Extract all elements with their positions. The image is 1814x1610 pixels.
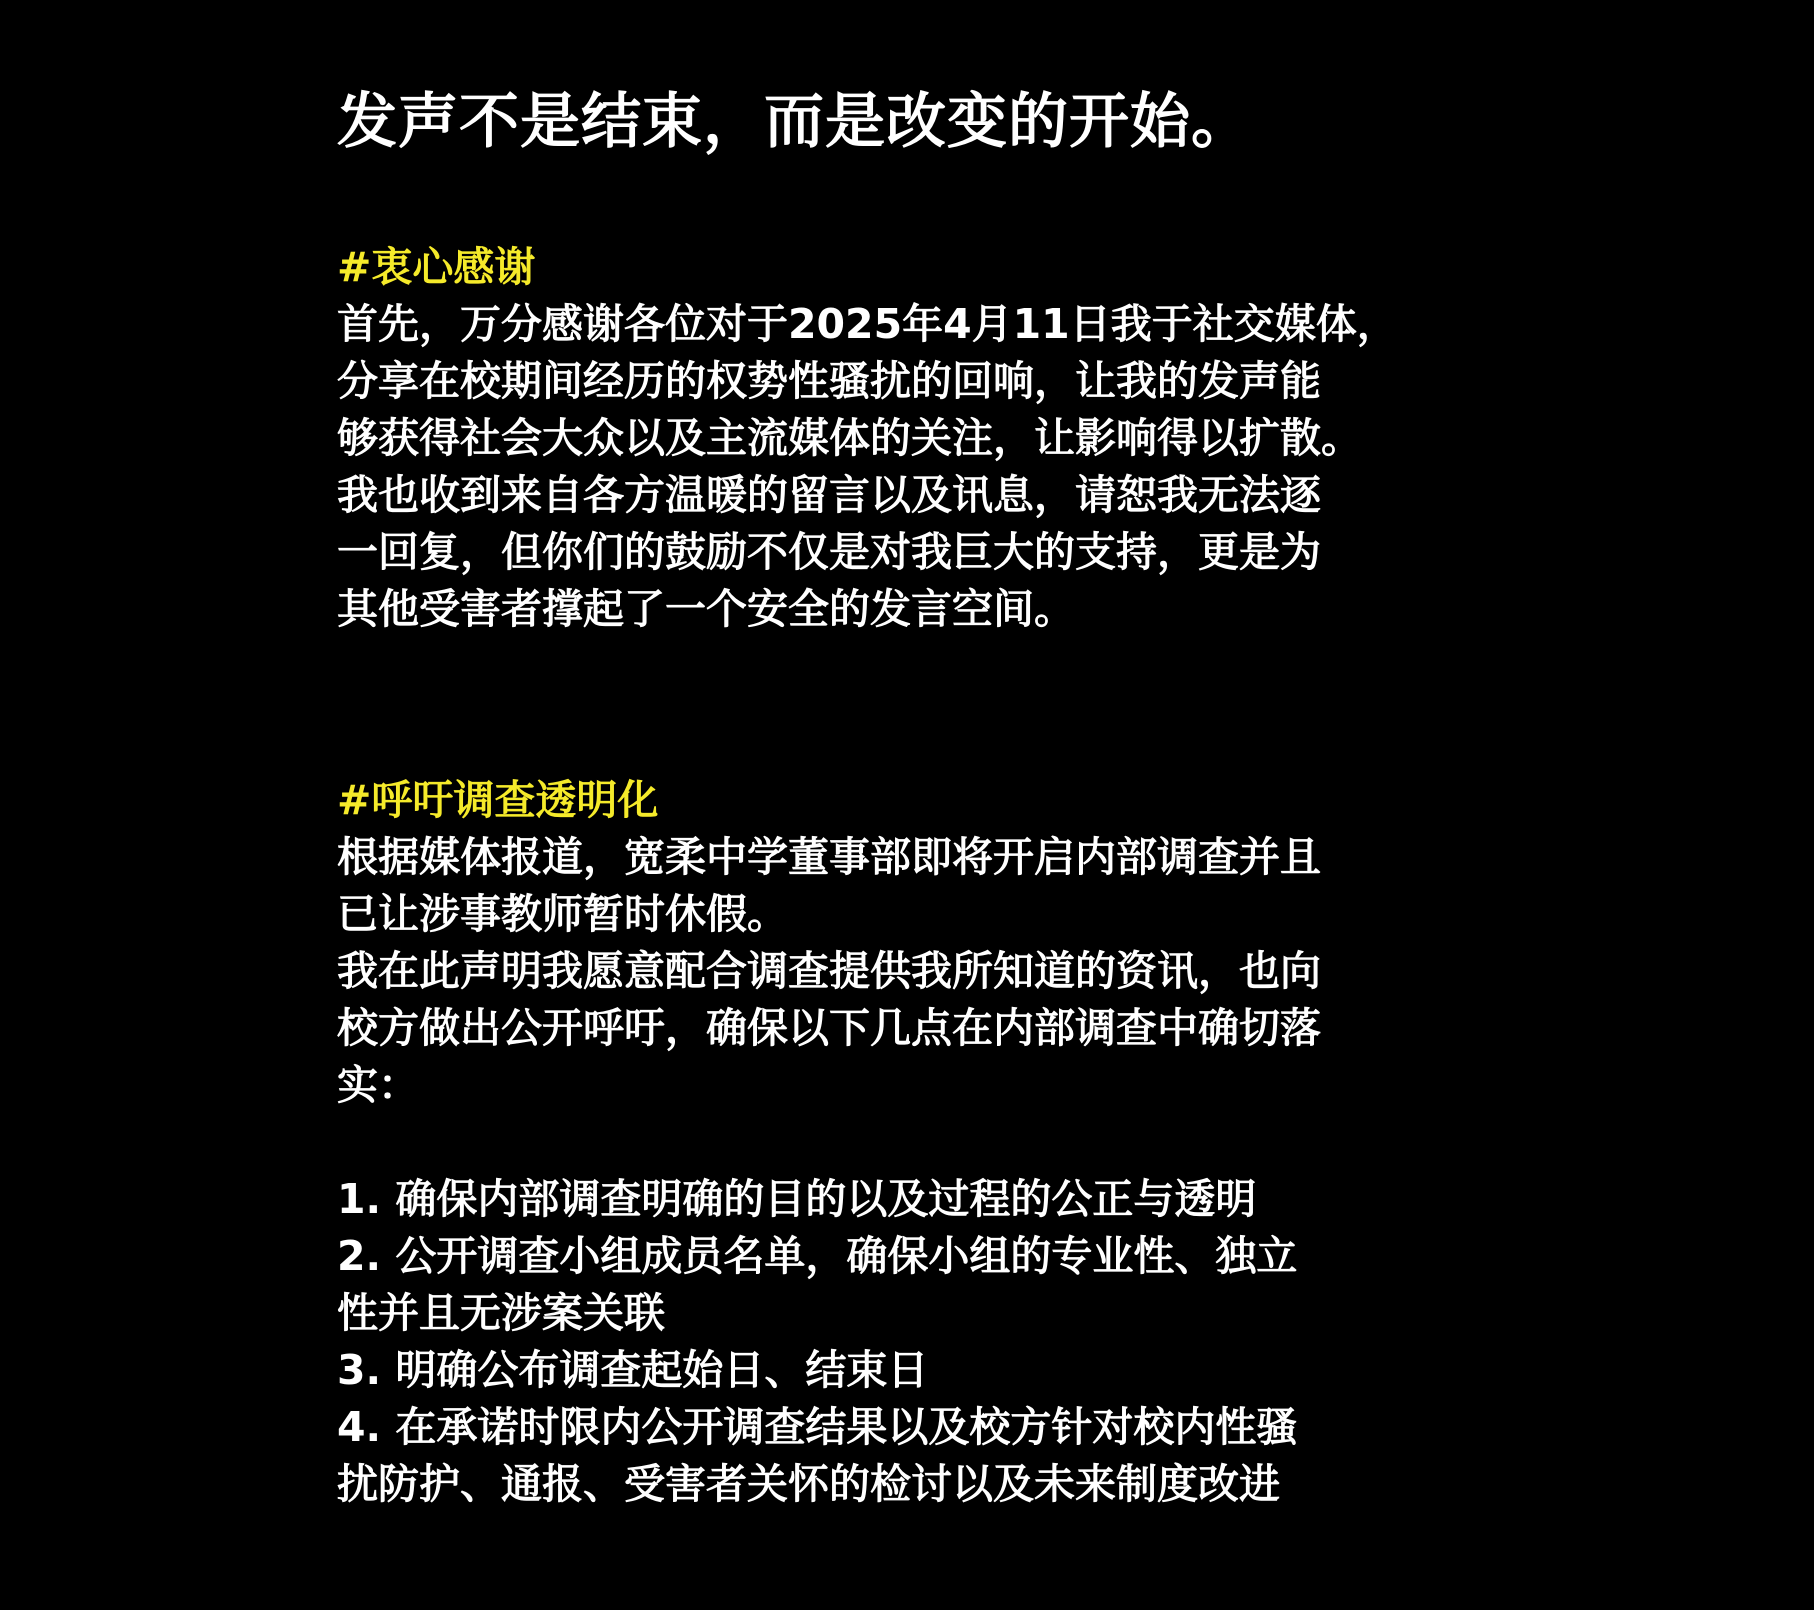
paragraph-line: 我也收到来自各方温暖的留言以及讯息，请恕我无法逐 bbox=[337, 471, 1321, 519]
list-item: 4. 在承诺时限内公开调查结果以及校方针对校内性骚 bbox=[337, 1403, 1298, 1451]
list-item-continuation: 性并且无涉案关联 bbox=[337, 1289, 665, 1337]
page-title: 发声不是结束，而是改变的开始。 bbox=[337, 87, 1252, 157]
paragraph-line: 分享在校期间经历的权势性骚扰的回响，让我的发声能 bbox=[337, 357, 1321, 405]
section-heading-transparency: #呼吁调查透明化 bbox=[337, 776, 659, 824]
paragraph-line: 首先，万分感谢各位对于2025年4月11日我于社交媒体， bbox=[337, 300, 1398, 348]
list-item: 3. 明确公布调查起始日、结束日 bbox=[337, 1346, 929, 1394]
list-item: 2. 公开调查小组成员名单，确保小组的专业性、独立 bbox=[337, 1232, 1298, 1280]
paragraph-line: 已让涉事教师暂时休假。 bbox=[337, 890, 788, 938]
blank-line bbox=[337, 1114, 1537, 1171]
paragraph-line: 实： bbox=[337, 1061, 419, 1109]
list-item: 1. 确保内部调查明确的目的以及过程的公正与透明 bbox=[337, 1175, 1257, 1223]
section-thanks bbox=[337, 239, 1537, 638]
list-item-continuation: 扰防护、通报、受害者关怀的检讨以及未来制度改进 bbox=[337, 1460, 1280, 1508]
section-transparency bbox=[337, 772, 1537, 1513]
paragraph-line: 我在此声明我愿意配合调查提供我所知道的资讯，也向 bbox=[337, 947, 1321, 995]
paragraph-line: 校方做出公开呼吁，确保以下几点在内部调查中确切落 bbox=[337, 1004, 1321, 1052]
paragraph-line: 一回复，但你们的鼓励不仅是对我巨大的支持，更是为 bbox=[337, 528, 1321, 576]
section-heading-thanks: #衷心感谢 bbox=[337, 243, 536, 291]
paragraph-line: 根据媒体报道，宽柔中学董事部即将开启内部调查并且 bbox=[337, 833, 1321, 881]
paragraph-line: 够获得社会大众以及主流媒体的关注，让影响得以扩散。 bbox=[337, 414, 1362, 462]
paragraph-line: 其他受害者撑起了一个安全的发言空间。 bbox=[337, 585, 1075, 633]
